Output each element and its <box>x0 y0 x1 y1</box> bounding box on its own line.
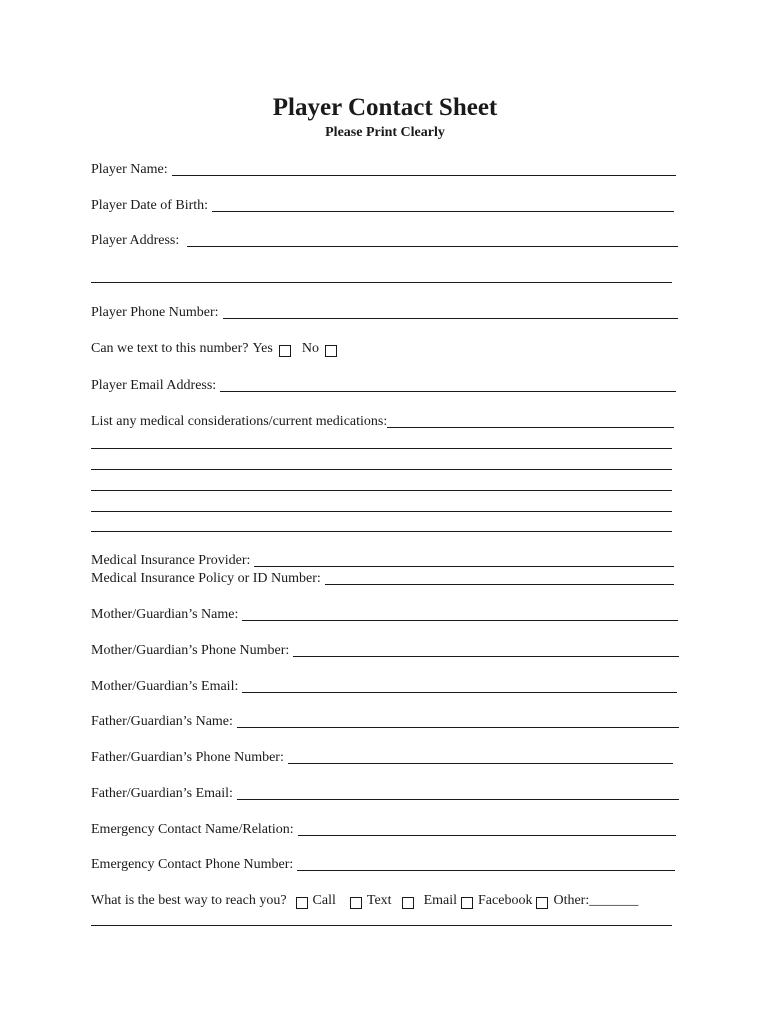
page-title: Player Contact Sheet <box>272 94 498 121</box>
reach-text-checkbox[interactable] <box>350 897 362 909</box>
father-phone-row <box>91 748 673 766</box>
player-address-line-2[interactable] <box>91 282 672 283</box>
player-phone-label: Player Phone Number: <box>91 305 219 320</box>
player-email-label: Player Email Address: <box>91 378 217 393</box>
reach-facebook-label: Facebook <box>478 893 533 908</box>
reach-other-blank[interactable]: _______ <box>589 893 639 908</box>
insurance-policy-field[interactable] <box>325 584 674 585</box>
insurance-provider-row <box>91 551 674 569</box>
reach-question: What is the best way to reach you? <box>91 893 287 908</box>
player-dob-label: Player Date of Birth: <box>91 198 209 213</box>
father-phone-field[interactable] <box>288 763 673 764</box>
medical-field[interactable] <box>387 427 674 428</box>
mother-name-field[interactable] <box>242 620 678 621</box>
text-no-label: No <box>301 341 319 356</box>
emergency-name-label: Emergency Contact Name/Relation: <box>91 822 294 837</box>
player-phone-row <box>91 303 678 321</box>
player-email-field[interactable] <box>220 391 676 392</box>
mother-phone-field[interactable] <box>293 656 679 657</box>
player-phone-field[interactable] <box>223 318 678 319</box>
mother-name-label: Mother/Guardian’s Name: <box>91 607 239 622</box>
medical-label: List any medical considerations/current medications: <box>91 414 388 429</box>
text-yes-label: Yes <box>252 341 273 356</box>
insurance-provider-field[interactable] <box>254 566 674 567</box>
medical-line-3[interactable] <box>91 469 672 470</box>
reach-text-label: Text <box>366 893 392 908</box>
reach-email-checkbox[interactable] <box>402 897 414 909</box>
emergency-phone-field[interactable] <box>297 870 675 871</box>
mother-name-row <box>91 605 678 623</box>
medical-row <box>91 412 674 430</box>
father-phone-label: Father/Guardian’s Phone Number: <box>91 750 284 765</box>
text-question: Can we text to this number? <box>91 341 249 356</box>
player-name-row <box>91 160 676 178</box>
mother-email-field[interactable] <box>242 692 677 693</box>
reach-method-line-2[interactable] <box>91 925 672 926</box>
reach-other-checkbox[interactable] <box>536 897 548 909</box>
emergency-name-field[interactable] <box>298 835 676 836</box>
medical-line-5[interactable] <box>91 511 672 512</box>
father-email-row <box>91 784 679 802</box>
reach-other-label: Other: <box>553 893 590 908</box>
text-no-checkbox[interactable] <box>325 345 337 357</box>
mother-phone-row <box>91 641 679 659</box>
reach-method-row <box>91 891 638 909</box>
player-email-row <box>91 376 676 394</box>
father-name-label: Father/Guardian’s Name: <box>91 714 233 729</box>
medical-line-2[interactable] <box>91 448 672 449</box>
player-name-label: Player Name: <box>91 162 168 177</box>
emergency-name-row <box>91 820 676 838</box>
mother-phone-label: Mother/Guardian’s Phone Number: <box>91 643 290 658</box>
text-permission-row <box>91 339 339 357</box>
emergency-phone-row <box>91 855 675 873</box>
player-address-row <box>91 231 678 249</box>
text-yes-checkbox[interactable] <box>279 345 291 357</box>
reach-call-label: Call <box>312 893 336 908</box>
father-email-label: Father/Guardian’s Email: <box>91 786 233 801</box>
reach-call-checkbox[interactable] <box>296 897 308 909</box>
mother-email-row <box>91 677 677 695</box>
insurance-policy-label: Medical Insurance Policy or ID Number: <box>91 571 321 586</box>
medical-line-4[interactable] <box>91 490 672 491</box>
father-name-field[interactable] <box>237 727 679 728</box>
medical-line-6[interactable] <box>91 531 672 532</box>
emergency-phone-label: Emergency Contact Phone Number: <box>91 857 294 872</box>
player-dob-field[interactable] <box>212 211 674 212</box>
insurance-provider-label: Medical Insurance Provider: <box>91 553 251 568</box>
father-name-row <box>91 712 679 730</box>
page-subtitle: Please Print Clearly <box>325 125 445 140</box>
player-address-label: Player Address: <box>91 233 180 248</box>
reach-facebook-checkbox[interactable] <box>461 897 473 909</box>
insurance-policy-row <box>91 569 674 587</box>
mother-email-label: Mother/Guardian’s Email: <box>91 679 239 694</box>
reach-email-label: Email <box>423 893 458 908</box>
father-email-field[interactable] <box>237 799 679 800</box>
player-dob-row <box>91 196 674 214</box>
player-address-field[interactable] <box>187 246 678 247</box>
player-name-field[interactable] <box>172 175 676 176</box>
